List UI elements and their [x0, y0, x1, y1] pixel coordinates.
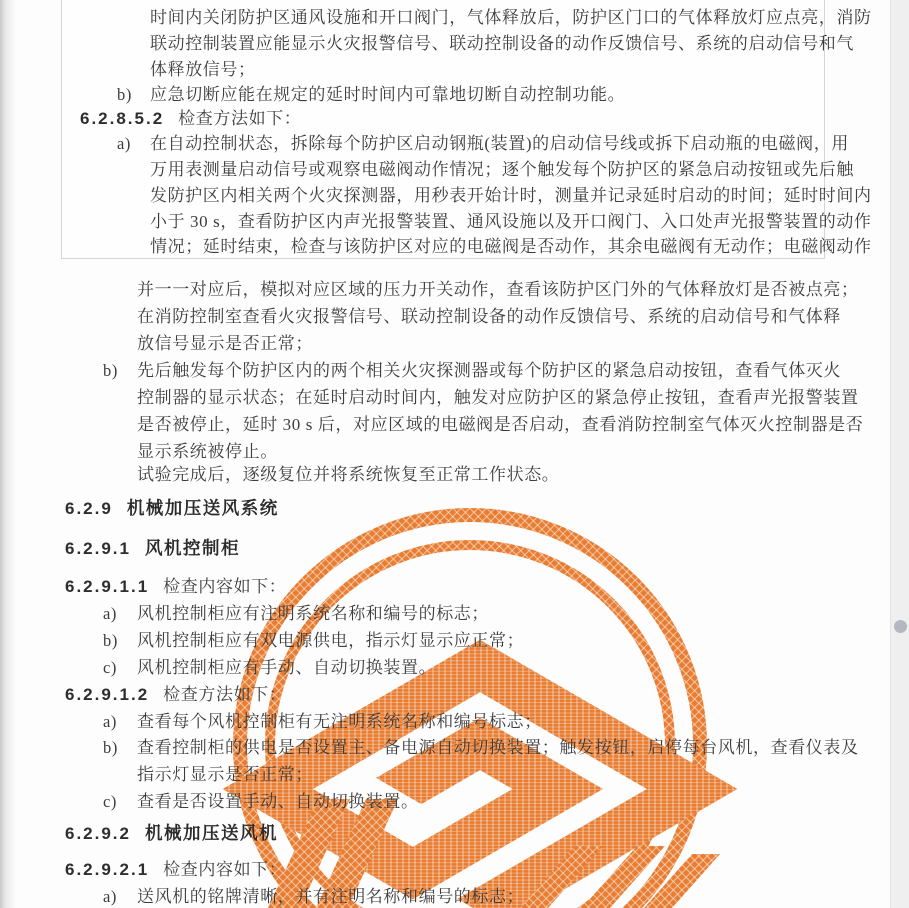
clause-text: 检查方法如下：: [163, 685, 287, 704]
section-title: 机械加压送风系统: [126, 498, 279, 518]
list-item-line: 是否被停止，延时 30 s 后，对应区域的电磁阀是否启动，查看消防控制室气体灭火控制器是否: [137, 415, 864, 434]
list-item-line: 指示灯显示是否正常；: [137, 765, 313, 784]
clause-number: 6.2.8.5.2: [80, 109, 165, 128]
section-heading: [65, 537, 240, 560]
paragraph-line: 体释放信号；: [150, 60, 256, 79]
list-item-line: 小于 30 s，查看防护区内声光报警装置、通风设施以及开口阀门、入口处声光报警装置的动作: [150, 212, 872, 231]
section-number: 6.2.9.1: [65, 539, 131, 558]
list-item-text: 查看是否设置手动、自动切换装置。: [137, 792, 419, 811]
list-item-text: 风机控制柜应有手动、自动切换装置。: [137, 658, 437, 677]
clause-text: 检查内容如下：: [163, 860, 287, 879]
list-item-line: 情况；延时结束，检查与该防护区对应的电磁阀是否动作，其余电磁阀有无动作；电磁阀动作: [150, 237, 872, 256]
section-heading: [65, 822, 278, 845]
paragraph-line: 在消防控制室查看火灾报警信号、联动控制设备的动作反馈信号、系统的启动信号和气体释: [137, 307, 841, 326]
list-item-text: 风机控制柜应有注明系统名称和编号的标志；: [137, 604, 489, 623]
clause-number: 6.2.9.1.2: [65, 685, 150, 704]
clause-heading: [65, 684, 286, 706]
list-marker: c): [103, 658, 118, 677]
list-item-line: 发防护区内相关两个火灾探测器，用秒表开始计时，测量并记录延时启动的时间；延时时间内: [150, 186, 872, 205]
list-marker: a): [103, 604, 118, 623]
section-title: 风机控制柜: [145, 538, 240, 558]
clause-number: 6.2.9.2.1: [65, 860, 150, 879]
list-marker: a): [117, 134, 132, 153]
section-number: 6.2.9: [65, 499, 113, 518]
list-item-line: 显示系统被停止。: [137, 442, 278, 461]
scrollbar-track[interactable]: [890, 0, 909, 908]
section-title: 机械加压送风机: [145, 823, 278, 843]
paragraph-line: 放信号显示是否正常；: [137, 334, 313, 353]
paragraph-line: 联动控制装置应能显示火灾报警信号、联动控制设备的动作反馈信号、系统的启动信号和气: [150, 34, 854, 53]
clause-heading: [65, 576, 286, 598]
list-marker: b): [103, 631, 118, 650]
list-item-line: 先后触发每个防护区内的两个相关火灾探测器或每个防护区的紧急启动按钮，查看气体灭火: [137, 361, 841, 380]
closing-line: 试验完成后，逐级复位并将系统恢复至正常工作状态。: [137, 465, 560, 484]
list-marker: a): [103, 712, 118, 731]
list-item-line: 万用表测量启动信号或观察电磁阀动作情况；逐个触发每个防护区的紧急启动按钮或先后触: [150, 160, 854, 179]
list-marker: b): [103, 361, 118, 380]
list-item-text: 应急切断应能在规定的延时时间内可靠地切断自动控制功能。: [150, 85, 626, 104]
section-number: 6.2.9.2: [65, 824, 131, 843]
section-heading: [65, 497, 279, 520]
list-item-text: 风机控制柜应有双电源供电，指示灯显示应正常；: [137, 631, 525, 650]
scrollbar-dot[interactable]: [894, 620, 907, 633]
page-left-shadow: [0, 0, 16, 908]
clause-number: 6.2.9.1.1: [65, 577, 150, 596]
list-marker: c): [103, 792, 118, 811]
clause-text: 检查方法如下：: [178, 109, 302, 128]
clause-text: 检查内容如下：: [163, 577, 287, 596]
clause-heading: [65, 859, 286, 881]
list-item-text: 送风机的铭牌清晰，并有注明名称和编号的标志；: [137, 887, 525, 906]
list-item-line: 控制器的显示状态；在延时启动时间内，触发对应防护区的紧急停止按钮，查看声光报警装置: [137, 388, 859, 407]
list-marker: a): [103, 887, 118, 906]
paragraph-line: 并一一对应后，模拟对应区域的压力开关动作，查看该防护区门外的气体释放灯是否被点亮；: [137, 280, 859, 299]
paragraph-line: 时间内关闭防护区通风设施和开口阀门，气体释放后，防护区门口的气体释放灯应点亮，消防: [150, 8, 872, 27]
clause-heading: [80, 108, 301, 130]
list-marker: b): [117, 85, 132, 104]
list-item-text: 查看每个风机控制柜有无注明系统名称和编号标志；: [137, 712, 542, 731]
list-marker: b): [103, 738, 118, 757]
list-item-line: 在自动控制状态，拆除每个防护区启动钢瓶(装置)的启动信号线或拆下启动瓶的电磁阀，用: [150, 134, 849, 153]
list-item-line: 查看控制柜的供电是否设置主、备电源自动切换装置；触发按钮，启停每台风机，查看仪表及: [137, 738, 859, 757]
